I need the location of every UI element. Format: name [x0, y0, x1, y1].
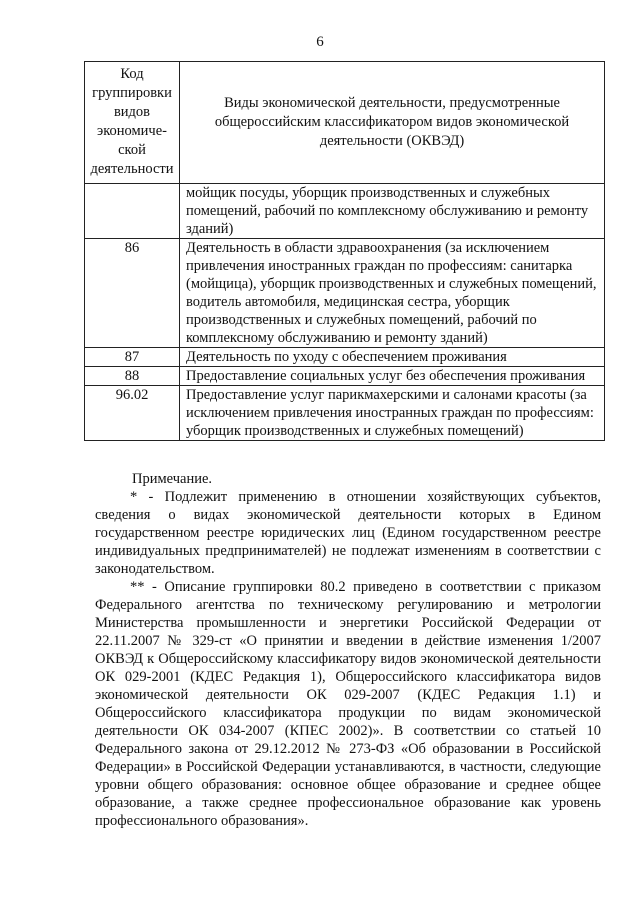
header-description: Виды экономической деятельности, предусмотренные общероссийским классификатором видов экономической деятельности (ОКВЭД): [180, 62, 605, 184]
row-code: 87: [85, 348, 180, 367]
row-description: Деятельность по уходу с обеспечением проживания: [180, 348, 605, 367]
table-row: [85, 348, 605, 367]
row-description: мойщик посуды, уборщик производственных и служебных помещений, рабочий по комплексному обслуживанию и ремонту зданий): [180, 184, 605, 239]
row-code: 88: [85, 367, 180, 386]
row-code: 96.02: [85, 386, 180, 441]
page-number: 6: [316, 34, 324, 50]
notes-body: [95, 488, 601, 830]
note-paragraph: ** - Описание группировки 80.2 приведено в соответствии с приказом Федерального агентства по техническому регулированию и метрологии Министерства промышленности и энергетики Российской Федерации от 22.11.2007 № 329-ст «О принятии и введении в действие изменения 1/2007 ОКВЭД к Общероссийскому классификатору видов экономической деятельности ОК 029-2001 (КДЕС Редакция 1), Общероссийского классификатора видов экономической деятельности ОК 029-2007 (КДЕС Редакция 1.1) и Общероссийского классификатора продукции по видам экономической деятельности ОК 034-2007 (КПЕС 2002)». В соответствии со статьей 10 Федерального закона от 29.12.2012 № 273-ФЗ «Об образовании в Российской Федерации» в Российской Федерации устанавливаются, в частности, следующие уровни общего образования: основное общее образование и среднее общее образование, а также среднее профессиональное образование как уровень профессионального образования».: [95, 579, 601, 829]
row-description: Предоставление услуг парикмахерскими и салонами красоты (за исключением привлечения иностранных граждан по профессиям: уборщик производственных и служебных помещений): [180, 386, 605, 441]
row-code: 86: [85, 239, 180, 348]
header-code: Код группировки видов экономиче-ской деятельности: [85, 62, 180, 184]
row-description: Предоставление социальных услуг без обеспечения проживания: [180, 367, 605, 386]
note-title: Примечание.: [132, 471, 213, 487]
table-header-row: [85, 62, 605, 184]
note-paragraph: * - Подлежит применению в отношении хозяйствующих субъектов, сведения о видах экономической деятельности которых в Едином государственном реестре юридических лиц (Едином государственном реестре индивидуальных предпринимателей) не подлежат изменениям в соответствии с законодательством.: [95, 489, 601, 577]
table-row: [85, 367, 605, 386]
okved-table: [84, 61, 605, 441]
row-code: [85, 184, 180, 239]
table-row: [85, 239, 605, 348]
row-description: Деятельность в области здравоохранения (за исключением привлечения иностранных граждан по профессиям: санитарка (мойщица), уборщик производственных и служебных помещений, водитель автомобиля, медицинская сестра, уборщик производственных и служебных помещений, рабочий по комплексному обслуживанию и ремонту зданий): [180, 239, 605, 348]
table-row: [85, 386, 605, 441]
table-row: [85, 184, 605, 239]
